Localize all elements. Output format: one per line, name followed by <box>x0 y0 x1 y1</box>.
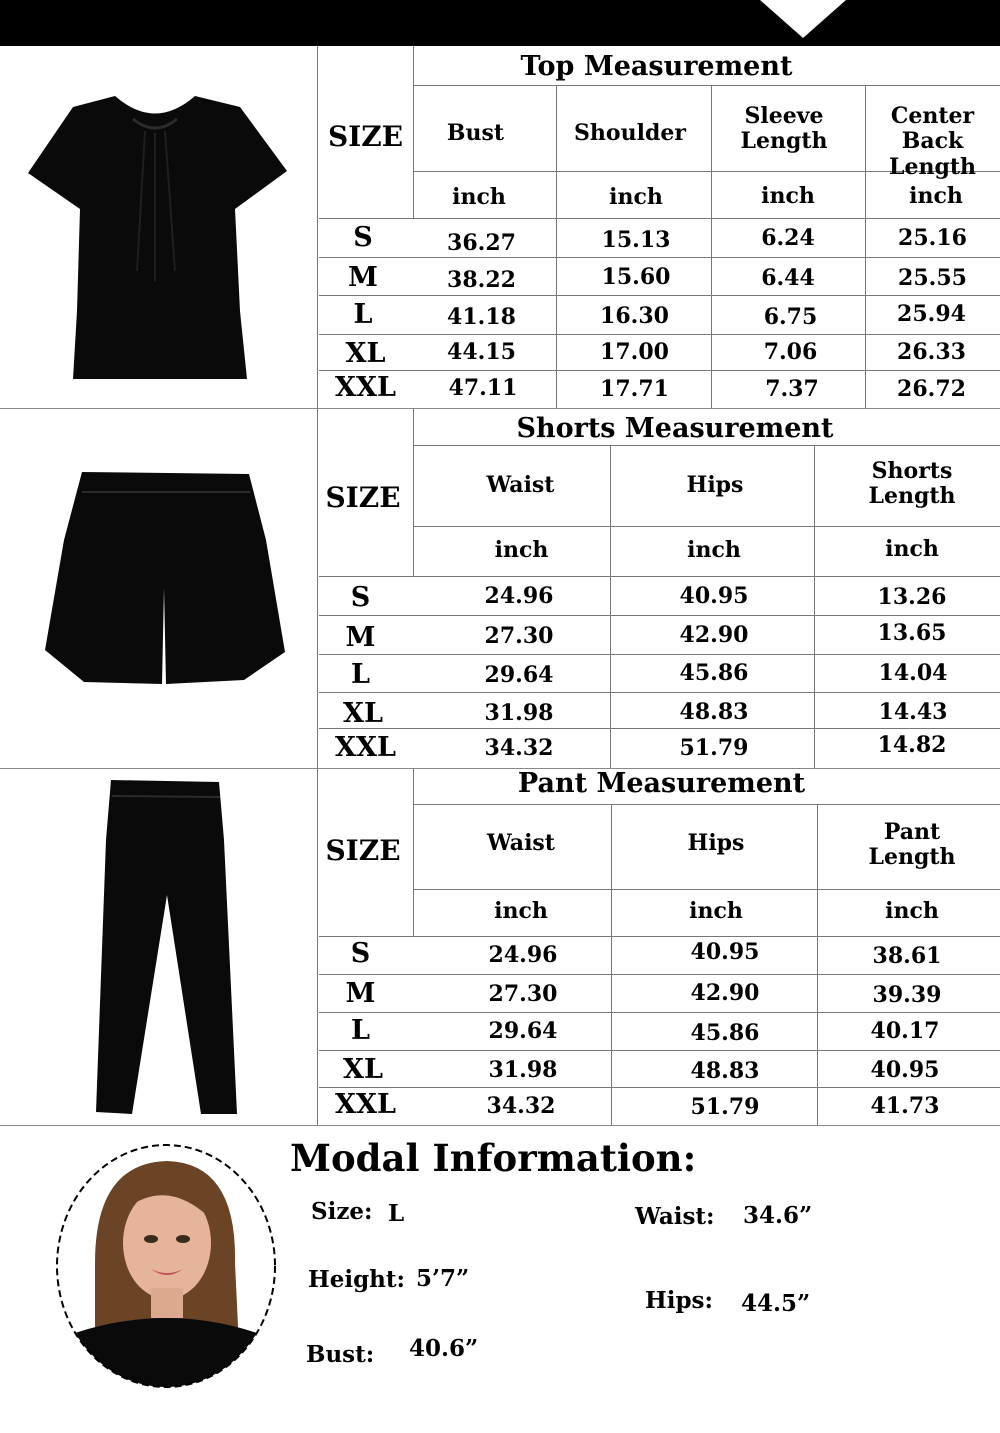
top-value: 25.55 <box>898 265 967 291</box>
pant-size-header: SIZE <box>325 834 401 867</box>
top-value: 25.94 <box>897 301 966 327</box>
pant-value: 40.17 <box>870 1018 940 1044</box>
model-hips-value: 44.5” <box>741 1290 811 1317</box>
pant-value: 27.30 <box>488 981 558 1007</box>
top-value: 17.71 <box>600 376 669 402</box>
shorts-value: 27.30 <box>484 623 554 649</box>
pant-value: 41.73 <box>870 1093 940 1119</box>
shorts-value: 14.82 <box>877 732 947 758</box>
top-unit-sleeve: inch <box>761 183 815 209</box>
top-value: 6.75 <box>763 304 818 330</box>
model-height-value: 5’7” <box>416 1265 470 1292</box>
banner-notch <box>760 0 846 38</box>
top-size-m: M <box>348 262 378 293</box>
shorts-unit-hips: inch <box>687 537 741 563</box>
top-unit-bust: inch <box>452 184 506 210</box>
pant-value: 51.79 <box>690 1094 760 1120</box>
pant-unit-waist: inch <box>494 898 548 924</box>
model-bust-label: Bust: <box>306 1341 375 1368</box>
pant-section <box>0 768 1000 1126</box>
shorts-size-xl: XL <box>343 698 383 729</box>
pant-size-xxl: XXL <box>335 1089 396 1120</box>
model-hips-label: Hips: <box>645 1287 713 1314</box>
top-value: 6.44 <box>761 265 815 291</box>
pant-value: 45.86 <box>690 1020 760 1046</box>
top-col-shoulder: Shoulder <box>574 120 686 146</box>
pant-value: 29.64 <box>488 1018 558 1044</box>
pant-title: Pant Measurement <box>517 768 806 799</box>
model-size-label: Size: <box>311 1198 373 1225</box>
shorts-value: 34.32 <box>484 735 554 761</box>
model-portrait <box>55 1143 277 1389</box>
top-title: Top Measurement <box>520 51 793 82</box>
top-value: 26.33 <box>897 339 966 365</box>
top-section <box>0 46 1000 408</box>
shorts-col-hips: Hips <box>686 472 744 498</box>
top-col-center-back: Center Back Length <box>888 103 976 180</box>
pant-value: 34.32 <box>486 1093 556 1119</box>
shorts-size-header: SIZE <box>325 481 401 514</box>
top-value: 15.60 <box>601 264 671 290</box>
pants-image <box>96 780 238 1115</box>
pant-size-s: S <box>350 938 371 969</box>
top-banner <box>0 0 1000 46</box>
top-unit-shoulder: inch <box>609 184 663 210</box>
top-value: 44.15 <box>447 339 516 365</box>
top-value: 6.24 <box>761 225 815 251</box>
top-value: 41.18 <box>447 304 516 330</box>
pant-col-length: Pant Length <box>868 819 956 871</box>
shorts-image <box>44 470 286 688</box>
pant-value: 38.61 <box>872 943 942 969</box>
pant-value: 39.39 <box>872 982 942 1008</box>
shorts-value: 24.96 <box>484 583 554 609</box>
top-value: 38.22 <box>447 267 516 293</box>
top-value: 15.13 <box>601 227 671 253</box>
model-size-value: L <box>388 1200 405 1227</box>
shorts-section <box>0 408 1000 768</box>
pant-value: 42.90 <box>690 980 760 1006</box>
top-size-l: L <box>353 299 373 330</box>
top-value: 25.16 <box>898 225 967 251</box>
top-col-sleeve: Sleeve Length <box>740 103 828 155</box>
shorts-value: 48.83 <box>679 699 749 725</box>
model-info-title: Modal Information: <box>290 1136 697 1180</box>
shorts-title: Shorts Measurement <box>516 413 834 444</box>
shorts-size-s: S <box>350 582 371 613</box>
shorts-size-l: L <box>351 659 370 690</box>
pant-unit-length: inch <box>885 898 939 924</box>
model-bust-value: 40.6” <box>409 1335 479 1362</box>
top-value: 7.06 <box>763 339 818 365</box>
pant-col-waist: Waist <box>487 830 555 856</box>
shorts-value: 42.90 <box>679 622 749 648</box>
top-col-bust: Bust <box>446 120 505 146</box>
pant-col-hips: Hips <box>687 830 745 856</box>
shorts-value: 45.86 <box>679 660 749 686</box>
top-value: 16.30 <box>600 303 669 329</box>
pant-value: 48.83 <box>690 1058 760 1084</box>
pant-value: 31.98 <box>488 1057 558 1083</box>
model-waist-value: 34.6” <box>743 1202 813 1229</box>
top-value: 36.27 <box>447 230 516 256</box>
top-size-xl: XL <box>345 338 386 369</box>
top-size-s: S <box>353 222 373 253</box>
shorts-value: 13.26 <box>877 584 947 610</box>
pant-value: 40.95 <box>690 939 760 965</box>
model-waist-label: Waist: <box>635 1203 715 1230</box>
pant-size-l: L <box>351 1015 370 1046</box>
shorts-value: 14.43 <box>878 699 948 725</box>
pant-size-m: M <box>345 978 376 1009</box>
shorts-value: 13.65 <box>877 620 947 646</box>
shorts-value: 14.04 <box>878 660 948 686</box>
top-size-xxl: XXL <box>335 372 396 403</box>
top-value: 47.11 <box>448 375 518 401</box>
shorts-col-waist: Waist <box>486 472 555 498</box>
shorts-size-m: M <box>345 622 376 653</box>
top-size-header: SIZE <box>327 120 404 153</box>
pant-unit-hips: inch <box>689 898 743 924</box>
top-value: 17.00 <box>600 339 669 365</box>
pant-size-xl: XL <box>343 1054 383 1085</box>
top-unit-center-back: inch <box>909 183 963 209</box>
model-height-label: Height: <box>308 1266 406 1293</box>
shorts-unit-length: inch <box>885 536 939 562</box>
pant-value: 40.95 <box>870 1057 940 1083</box>
tshirt-image <box>25 91 290 383</box>
shorts-value: 51.79 <box>679 735 749 761</box>
shorts-col-length: Shorts Length <box>868 458 956 510</box>
shorts-value: 31.98 <box>484 700 554 726</box>
shorts-size-xxl: XXL <box>335 732 396 763</box>
shorts-unit-waist: inch <box>494 537 549 563</box>
pant-value: 24.96 <box>488 942 558 968</box>
top-value: 26.72 <box>897 376 966 402</box>
top-value: 7.37 <box>765 376 819 402</box>
shorts-value: 29.64 <box>484 662 554 688</box>
shorts-value: 40.95 <box>679 583 749 609</box>
